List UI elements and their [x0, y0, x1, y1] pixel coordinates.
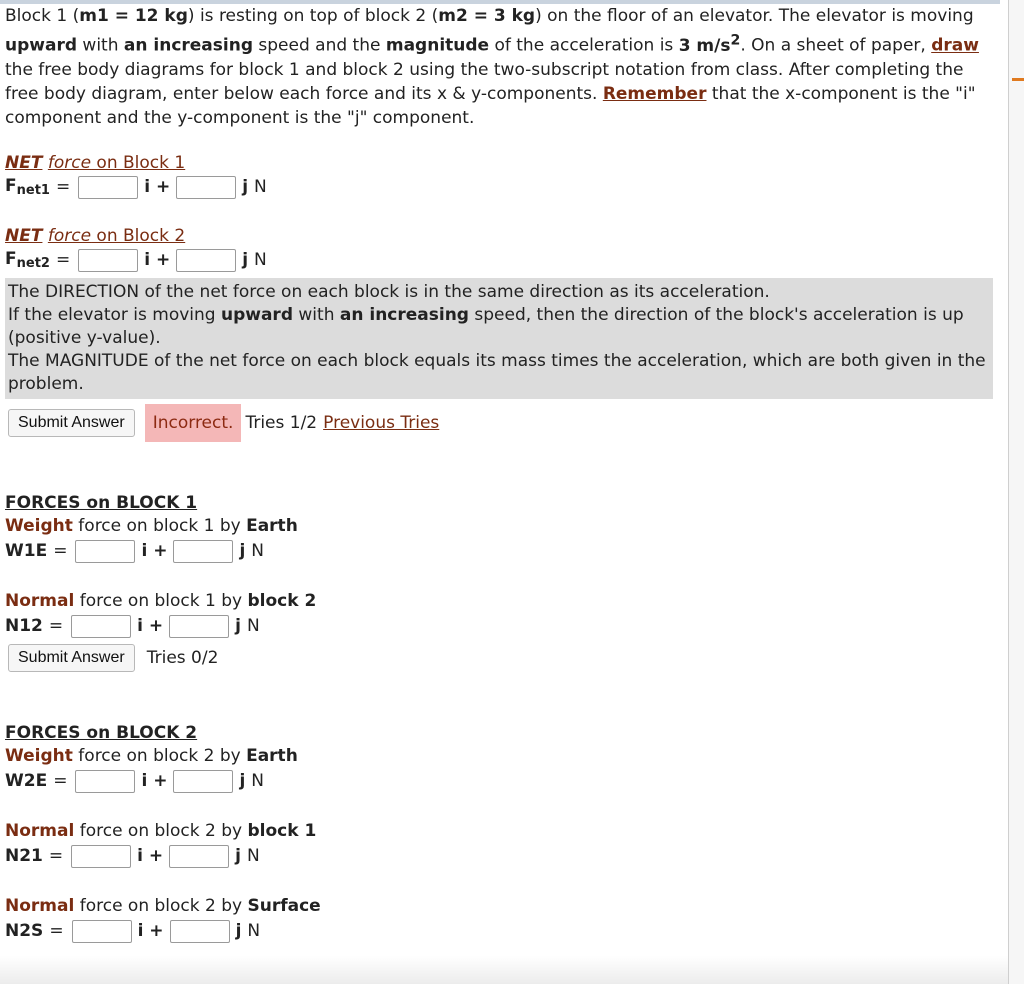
i-unit: i + — [137, 846, 164, 867]
heading-force: force — [47, 225, 92, 246]
text: If the elevator is moving — [8, 304, 221, 325]
heading-rest: on Block 1 — [91, 152, 186, 173]
net-force-block2-section — [5, 225, 1000, 274]
problem-content — [5, 4, 1000, 945]
text: with — [293, 304, 340, 325]
text: force on block 1 by — [74, 590, 248, 611]
text: . On a sheet of paper, — [740, 35, 932, 56]
equals-sign: = — [48, 846, 64, 867]
submit-row-2 — [5, 644, 1000, 672]
newton-unit: N — [254, 177, 267, 198]
j-unit: j — [235, 921, 242, 942]
fnet1-label — [5, 176, 50, 198]
text: Normal — [5, 895, 75, 916]
hint-magnitude: The MAGNITUDE of the net force on each block equals its mass times the acceleration, which are both given in the problem. — [8, 350, 986, 394]
label-sub: net2 — [16, 256, 50, 272]
n21-row — [5, 843, 1000, 870]
tries-counter-2: Tries 0/2 — [146, 647, 219, 668]
normal-force-block2-by-surface-title — [5, 894, 1000, 918]
n2s-j-input[interactable] — [170, 920, 230, 943]
newton-unit: N — [247, 921, 261, 942]
fnet2-i-input[interactable] — [78, 249, 138, 272]
text: the free body diagrams for block 1 and block 2 using the two-subscript notation from class. After completing the free body diagram, enter below each force and its x & y-components. — [5, 59, 964, 104]
hint-direction: The DIRECTION of the net force on each block is in the same direction as its acceleration. — [8, 281, 770, 302]
n2s-row — [5, 918, 1000, 945]
n2s-label: N2S — [5, 921, 44, 942]
i-unit: i + — [144, 177, 171, 198]
text: Earth — [246, 745, 298, 766]
scroll-marker — [1012, 78, 1024, 81]
n12-label: N12 — [5, 616, 43, 637]
status-incorrect: Incorrect. — [145, 404, 242, 442]
j-unit: j — [235, 616, 241, 637]
n21-label: N21 — [5, 846, 43, 867]
w1e-label: W1E — [5, 541, 48, 562]
equals-sign: = — [55, 177, 71, 198]
newton-unit: N — [251, 541, 264, 562]
text: Block 1 ( — [5, 6, 80, 26]
w2e-j-input[interactable] — [173, 770, 233, 793]
text: force on block 2 by — [74, 820, 248, 841]
submit-answer-button-2[interactable]: Submit Answer — [8, 644, 135, 672]
fnet1-i-input[interactable] — [78, 176, 138, 199]
n2s-i-input[interactable] — [72, 920, 132, 943]
fnet1-j-input[interactable] — [176, 176, 236, 199]
w2e-label: W2E — [5, 771, 48, 792]
text: with — [77, 35, 124, 56]
newton-unit: N — [246, 846, 260, 867]
forces-block2-heading: FORCES on BLOCK 2 — [5, 722, 198, 743]
fnet2-label — [5, 249, 50, 271]
text: force on block 2 by — [74, 895, 248, 916]
heading-net: NET — [5, 152, 43, 173]
net-force-block1-heading — [5, 152, 1000, 174]
scrollbar[interactable] — [1008, 0, 1024, 984]
bottom-edge — [0, 956, 1008, 984]
draw-link[interactable]: draw — [931, 35, 979, 56]
heading-force: force — [47, 152, 92, 173]
i-unit: i + — [141, 541, 168, 562]
newton-unit: N — [246, 616, 260, 637]
j-unit: j — [239, 771, 246, 792]
w2e-i-input[interactable] — [75, 770, 135, 793]
exponent: 2 — [730, 32, 741, 48]
mass-1: m1 = 12 kg — [79, 6, 188, 26]
text: speed and the — [253, 35, 386, 56]
mass-2: m2 = 3 kg — [438, 6, 536, 26]
w2e-row — [5, 768, 1000, 795]
text: Surface — [247, 895, 321, 916]
heading-net: NET — [5, 225, 43, 246]
submit-answer-button[interactable]: Submit Answer — [8, 409, 135, 437]
equals-sign: = — [48, 616, 64, 637]
text: force on block 2 by — [72, 745, 247, 766]
text: ) on the floor of an elevator. The elevator is moving — [535, 6, 974, 26]
heading-rest: on Block 2 — [91, 225, 186, 246]
weight-force-block1-title — [5, 514, 1000, 538]
fnet2-row — [5, 247, 1000, 274]
text: Weight — [5, 745, 73, 766]
emphasis: magnitude — [385, 35, 490, 56]
j-unit: j — [239, 541, 246, 562]
hint-box — [5, 278, 993, 399]
acceleration-value — [678, 32, 741, 56]
i-unit: i + — [137, 616, 164, 637]
tries-counter: Tries 1/2 — [245, 412, 318, 433]
equals-sign: = — [53, 771, 68, 792]
text: Weight — [5, 515, 73, 536]
text: block 2 — [247, 590, 317, 611]
fnet2-j-input[interactable] — [176, 249, 236, 272]
net-force-block1-section — [5, 152, 1000, 201]
w1e-j-input[interactable] — [173, 540, 233, 563]
n21-j-input[interactable] — [169, 845, 229, 868]
label-main: F — [5, 249, 17, 270]
i-unit: i + — [137, 921, 164, 942]
n21-i-input[interactable] — [71, 845, 131, 868]
n12-j-input[interactable] — [169, 615, 229, 638]
emphasis: an increasing — [339, 304, 469, 325]
j-unit: j — [242, 250, 249, 271]
text: Normal — [5, 820, 75, 841]
equals-sign: = — [49, 921, 64, 942]
previous-tries-link[interactable]: Previous Tries — [323, 412, 440, 433]
emphasis: upward — [220, 304, 293, 325]
label-sub: net1 — [16, 183, 50, 199]
n12-i-input[interactable] — [71, 615, 131, 638]
text: ) is resting on top of block 2 ( — [187, 6, 439, 26]
emphasis: an increasing — [123, 35, 253, 56]
text: Earth — [246, 515, 298, 536]
n12-row — [5, 613, 1000, 640]
submit-row-1 — [5, 404, 1000, 442]
text: that the x-component is the "i" component and the y-component is the "j" component. — [5, 83, 976, 128]
remember-link[interactable]: Remember — [602, 83, 707, 104]
net-force-block2-heading — [5, 225, 1000, 247]
equals-sign: = — [55, 250, 71, 271]
i-unit: i + — [144, 250, 171, 271]
text: 3 m/s — [678, 35, 731, 56]
j-unit: j — [242, 177, 249, 198]
text: speed, then the direction of the block's acceleration is up (positive y-value). — [8, 304, 964, 348]
newton-unit: N — [254, 250, 267, 271]
text: Normal — [5, 590, 75, 611]
normal-force-block1-title — [5, 589, 1000, 613]
text: of the acceleration is — [489, 35, 679, 56]
problem-statement — [5, 4, 1000, 130]
weight-force-block2-title — [5, 744, 1000, 768]
forces-block2-section — [5, 722, 1000, 945]
equals-sign: = — [53, 541, 68, 562]
forces-block1-section — [5, 492, 1000, 672]
label-main: F — [5, 176, 17, 197]
w1e-row — [5, 538, 1000, 565]
newton-unit: N — [251, 771, 264, 792]
normal-force-block2-by-block1-title — [5, 819, 1000, 843]
emphasis: upward — [5, 35, 78, 56]
j-unit: j — [235, 846, 241, 867]
i-unit: i + — [141, 771, 168, 792]
forces-block1-heading: FORCES on BLOCK 1 — [5, 492, 198, 513]
text: force on block 1 by — [72, 515, 247, 536]
w1e-i-input[interactable] — [75, 540, 135, 563]
fnet1-row — [5, 174, 1000, 201]
text: block 1 — [247, 820, 317, 841]
hint-upward — [8, 304, 989, 350]
